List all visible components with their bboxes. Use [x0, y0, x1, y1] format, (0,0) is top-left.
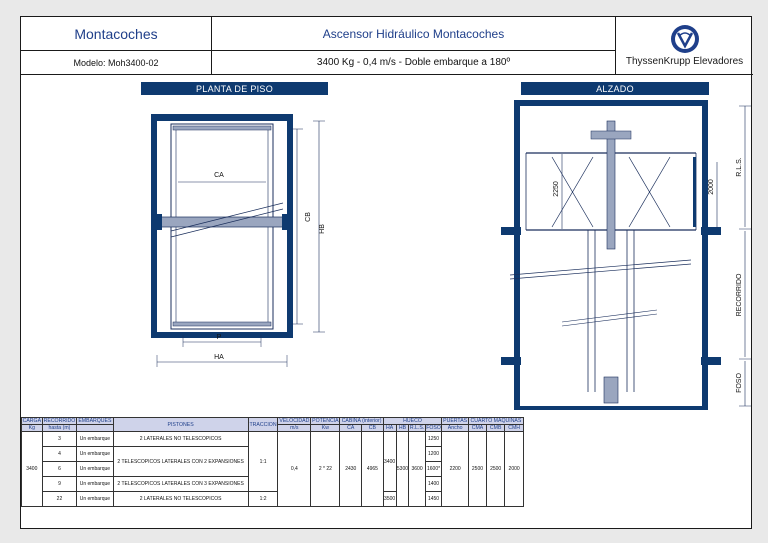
technical-drawings	[21, 17, 753, 417]
cell-embarque: Un embarque	[77, 477, 113, 492]
cell-cma: 2500	[468, 432, 486, 507]
elevation-section-title: ALZADO	[521, 82, 709, 95]
unit-recorrido: hasta (m)	[42, 425, 77, 432]
cell-rls: 3600	[409, 432, 425, 507]
col-potencia: POTENCIA	[312, 418, 339, 424]
dim-rls: R.L.S.	[736, 157, 743, 177]
unit-cb: CB	[362, 425, 384, 432]
col-cuarto-maquinas: CUARTO MAQUINAS	[468, 418, 523, 425]
cell-recorrido: 9	[42, 477, 77, 492]
unit-ancho: Ancho	[442, 425, 469, 432]
drawing-sheet	[20, 16, 752, 529]
table-group-header	[22, 418, 524, 425]
plan-section-title: PLANTA DE PISO	[141, 82, 328, 95]
unit-cmh: CMH	[505, 425, 524, 432]
floor-plan	[151, 114, 325, 367]
cell-carga: 3400	[22, 432, 43, 507]
cell-foso: 1200	[425, 447, 442, 462]
cell-ca: 2430	[340, 432, 362, 507]
cell-velocidad: 0,4	[278, 432, 311, 507]
cell-ancho: 2200	[442, 432, 469, 507]
cell-cb: 4965	[362, 432, 384, 507]
cell-recorrido: 3	[42, 432, 77, 447]
spec-table	[21, 417, 524, 507]
table-row	[22, 432, 524, 447]
cell-recorrido: 6	[42, 462, 77, 477]
unit-ms: m/s	[278, 425, 311, 432]
unit-hb: HB	[396, 425, 409, 432]
cell-embarque: Un embarque	[77, 462, 113, 477]
brand-name: ThyssenKrupp Elevadores	[625, 56, 744, 67]
dim-foso: FOSO	[736, 373, 743, 393]
unit-ca: CA	[340, 425, 362, 432]
dim-2000: 2000	[708, 179, 715, 195]
cell-cmb: 2500	[487, 432, 505, 507]
cell-cmh: 2000	[505, 432, 524, 507]
unit-cmb: CMB	[487, 425, 505, 432]
spec-line: 3400 Kg - 0,4 m/s - Doble embarque a 180º	[212, 51, 616, 75]
dim-ha: HA	[214, 354, 224, 361]
cell-pistones: 2 TELESCOPICOS LATERALES CON 2 EXPANSIONES	[113, 447, 248, 477]
unit-cma: CMA	[468, 425, 486, 432]
unit-foso: FOSO	[426, 425, 441, 431]
dim-ca: CA	[214, 172, 224, 179]
col-puertas: PUERTAS	[443, 418, 468, 424]
cell-traccion: 1:2	[248, 492, 278, 507]
col-velocidad: VELOCIDAD	[279, 418, 310, 424]
unit-kg: Kg	[22, 425, 43, 432]
dim-hb: HB	[319, 224, 326, 234]
cell-pistones: 2 LATERALES NO TELESCOPICOS	[113, 492, 248, 507]
dim-recorrido: RECORRIDO	[736, 273, 743, 317]
col-embarques: EMBARQUES	[78, 418, 112, 424]
cell-embarque: Un embarque	[77, 432, 113, 447]
col-recorrido: RECORRIDO	[43, 418, 76, 424]
cell-ha: 3400	[383, 432, 396, 492]
cell-foso: 1450	[425, 492, 442, 507]
cell-traccion: 1:1	[248, 432, 278, 492]
cell-foso: 1250	[425, 432, 442, 447]
col-traccion: TRACCION	[248, 418, 278, 432]
cell-potencia: 2 * 22	[311, 432, 340, 507]
cell-pistones: 2 TELESCOPICOS LATERALES CON 3 EXPANSIONES	[113, 477, 248, 492]
unit-kw: Kw	[311, 425, 340, 432]
dim-p: P	[216, 334, 222, 341]
cell-ha: 3500	[383, 492, 396, 507]
col-pistones: PISTONES	[113, 418, 248, 432]
cell-hb: 5300	[396, 432, 409, 507]
elevation-view	[501, 100, 751, 410]
document-title: Montacoches	[21, 17, 212, 51]
cell-recorrido: 22	[42, 492, 77, 507]
cell-pistones: 2 LATERALES NO TELESCOPICOS	[113, 432, 248, 447]
col-cabina: CABINA (interior)	[341, 418, 382, 424]
cell-embarque: Un embarque	[77, 492, 113, 507]
document-subtitle: Ascensor Hidráulico Montacoches	[212, 17, 616, 51]
dim-2250: 2250	[553, 181, 560, 197]
dim-cb: CB	[305, 212, 312, 222]
col-hueco: HUECO	[383, 418, 442, 425]
unit-ha: HA	[383, 425, 396, 432]
cell-recorrido: 4	[42, 447, 77, 462]
cell-embarque: Un embarque	[77, 447, 113, 462]
unit-rls: R.L.S.	[409, 425, 425, 431]
unit-embarques	[77, 425, 113, 432]
cell-foso: 1600*	[425, 462, 442, 477]
cell-foso: 1400	[425, 477, 442, 492]
model-label: Modelo: Moh3400-02	[21, 51, 212, 75]
col-carga: CARGA	[22, 418, 42, 424]
